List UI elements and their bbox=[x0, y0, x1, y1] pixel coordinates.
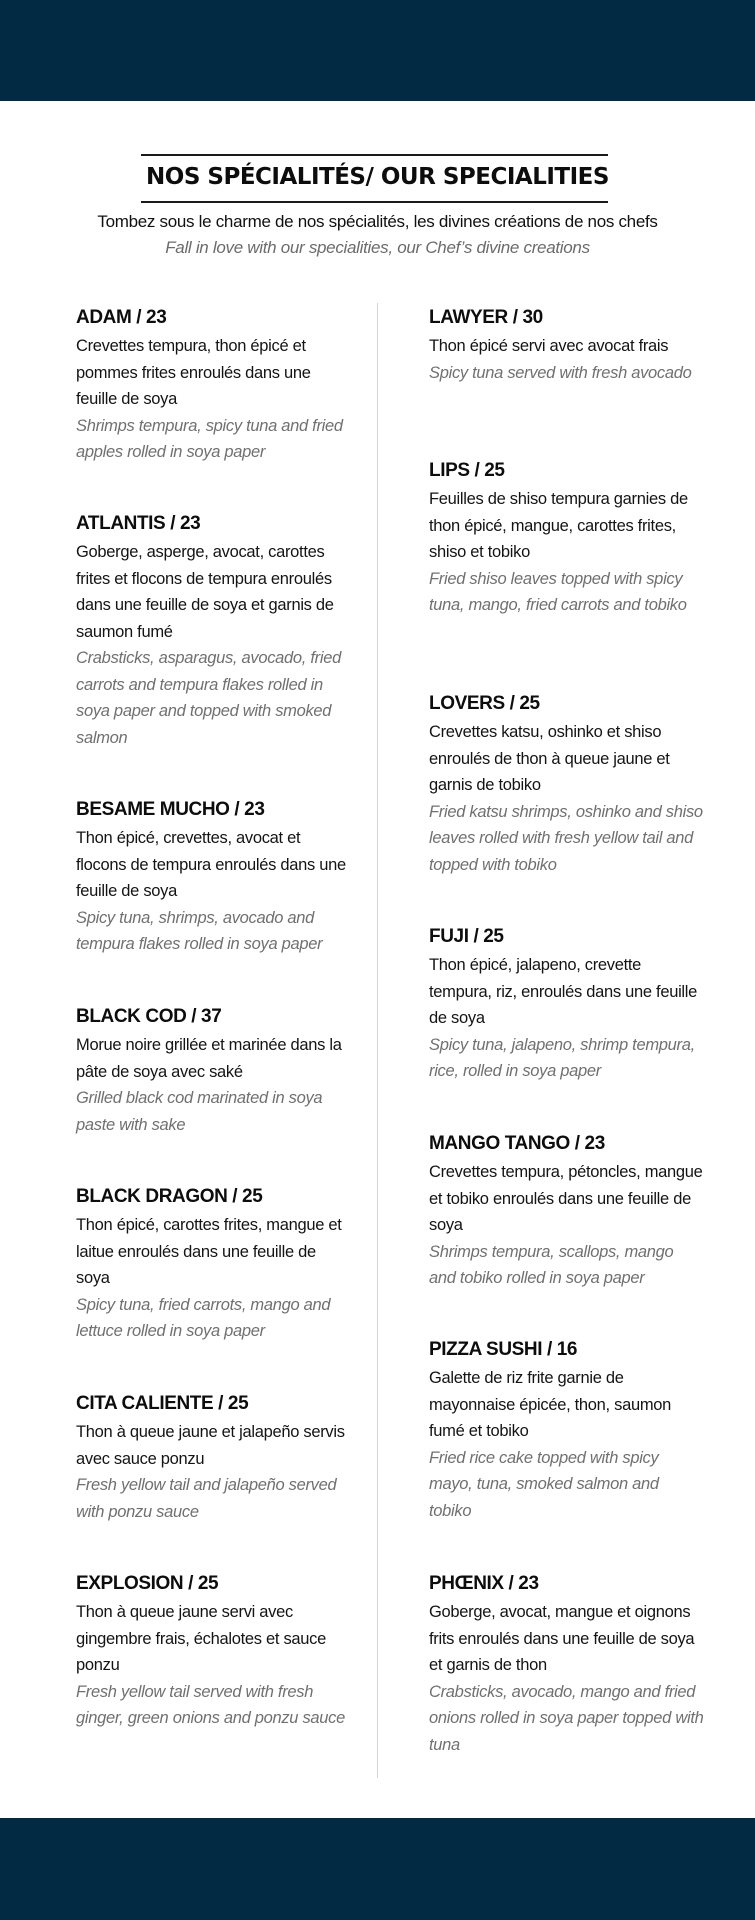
dish-item bbox=[76, 1002, 351, 1138]
dish-description-english: Crabsticks, avocado, mango and fried onions rolled in soya paper topped with tuna bbox=[429, 1682, 704, 1754]
dish-item bbox=[429, 1335, 704, 1524]
dish-description-french: Thon à queue jaune et jalapeño servis avec sauce ponzu bbox=[76, 1423, 345, 1468]
top-banner bbox=[0, 0, 755, 101]
dish-name: CITA CALIENTE / 25 bbox=[76, 1393, 249, 1414]
column-divider bbox=[377, 303, 378, 1778]
dish-item bbox=[76, 509, 351, 751]
dish-description-french: Thon épicé, crevettes, avocat et flocons de tempura enroulés dans une feuille de soya bbox=[76, 829, 346, 900]
subtitle-french: Tombez sous le charme de nos spécialités, les divines créations de nos chefs bbox=[97, 212, 658, 231]
dish-description-english: Grilled black cod marinated in soya paste with sake bbox=[76, 1089, 323, 1134]
dish-item bbox=[429, 456, 704, 619]
dish-description-english: Spicy tuna, fried carrots, mango and lettuce rolled in soya paper bbox=[76, 1295, 331, 1340]
dish-description-french: Thon épicé, carottes frites, mangue et laitue enroulés dans une feuille de soya bbox=[76, 1216, 342, 1287]
dish-item bbox=[76, 1182, 351, 1345]
dish-description-french: Thon à queue jaune servi avec gingembre frais, échalotes et sauce ponzu bbox=[76, 1603, 326, 1674]
dish-description-french: Crevettes tempura, pétoncles, mangue et tobiko enroulés dans une feuille de soya bbox=[429, 1163, 703, 1234]
dish-description-english: Fried rice cake topped with spicy mayo, tuna, smoked salmon and tobiko bbox=[429, 1448, 659, 1520]
dish-item bbox=[76, 1389, 351, 1525]
dish-item bbox=[76, 795, 351, 958]
title-rule-bottom bbox=[141, 201, 608, 203]
dish-name: PHŒNIX / 23 bbox=[429, 1573, 539, 1594]
dish-name: ADAM / 23 bbox=[76, 307, 167, 328]
dish-description-french: Crevettes katsu, oshinko et shiso enroulés de thon à queue jaune et garnis de tobiko bbox=[429, 723, 670, 794]
dish-name: BESAME MUCHO / 23 bbox=[76, 799, 265, 820]
dish-description-french: Morue noire grillée et marinée dans la pâte de soya avec saké bbox=[76, 1036, 342, 1081]
page-title: NOS SPÉCIALITÉS/ OUR SPECIALITIES bbox=[146, 164, 609, 190]
dish-description-english: Fried katsu shrimps, oshinko and shiso leaves rolled with fresh yellow tail and topped with tobiko bbox=[429, 802, 703, 874]
dish-item bbox=[76, 303, 351, 466]
dish-description-french: Thon épicé, jalapeno, crevette tempura, riz, enroulés dans une feuille de soya bbox=[429, 956, 698, 1027]
dish-description-english: Fresh yellow tail served with fresh ginger, green onions and ponzu sauce bbox=[76, 1682, 345, 1727]
dish-item bbox=[429, 689, 704, 878]
dish-name: BLACK DRAGON / 25 bbox=[76, 1186, 263, 1207]
dish-description-english: Fried shiso leaves topped with spicy tuna, mango, fried carrots and tobiko bbox=[429, 569, 687, 614]
dish-description-french: Crevettes tempura, thon épicé et pommes frites enroulés dans une feuille de soya bbox=[76, 337, 311, 408]
dish-name: LIPS / 25 bbox=[429, 460, 505, 481]
title-rule-top bbox=[141, 154, 608, 156]
dish-item bbox=[429, 1569, 704, 1758]
dish-description-french: Goberge, avocat, mangue et oignons frits enroulés dans une feuille de soya et garnis de thon bbox=[429, 1603, 695, 1674]
dish-description-english: Shrimps tempura, scallops, mango and tobiko rolled in soya paper bbox=[429, 1242, 674, 1287]
dish-name: MANGO TANGO / 23 bbox=[429, 1133, 605, 1154]
subtitle-english: Fall in love with our specialities, our Chef’s divine creations bbox=[165, 238, 590, 257]
dish-description-english: Spicy tuna, jalapeno, shrimp tempura, rice, rolled in soya paper bbox=[429, 1035, 695, 1080]
dish-description-english: Spicy tuna, shrimps, avocado and tempura flakes rolled in soya paper bbox=[76, 908, 323, 953]
dish-item bbox=[429, 922, 704, 1085]
dish-name: ATLANTIS / 23 bbox=[76, 513, 201, 534]
dish-description-french: Thon épicé servi avec avocat frais bbox=[429, 337, 669, 355]
dish-name: BLACK COD / 37 bbox=[76, 1006, 222, 1027]
dish-name: LOVERS / 25 bbox=[429, 693, 540, 714]
dish-name: LAWYER / 30 bbox=[429, 307, 543, 328]
dish-description-english: Spicy tuna served with fresh avocado bbox=[429, 363, 692, 382]
dish-description-english: Crabsticks, asparagus, avocado, fried carrots and tempura flakes rolled in soya paper and topped with smoked salmon bbox=[76, 649, 341, 747]
dish-description-english: Fresh yellow tail and jalapeño served with ponzu sauce bbox=[76, 1476, 337, 1521]
dish-name: EXPLOSION / 25 bbox=[76, 1573, 219, 1594]
dish-item bbox=[429, 1129, 704, 1292]
dish-item bbox=[429, 303, 704, 386]
dish-name: PIZZA SUSHI / 16 bbox=[429, 1339, 578, 1360]
dish-item bbox=[76, 1569, 351, 1732]
dish-description-french: Galette de riz frite garnie de mayonnaise épicée, thon, saumon fumé et tobiko bbox=[429, 1369, 672, 1440]
dish-name: FUJI / 25 bbox=[429, 926, 504, 947]
dish-description-english: Shrimps tempura, spicy tuna and fried apples rolled in soya paper bbox=[76, 416, 343, 461]
dish-description-french: Goberge, asperge, avocat, carottes frites et flocons de tempura enroulés dans une feuille de soya et garnis de saumon fumé bbox=[76, 543, 334, 641]
dish-description-french: Feuilles de shiso tempura garnies de thon épicé, mangue, carottes frites, shiso et tobiko bbox=[429, 490, 688, 561]
bottom-banner bbox=[0, 1818, 755, 1920]
